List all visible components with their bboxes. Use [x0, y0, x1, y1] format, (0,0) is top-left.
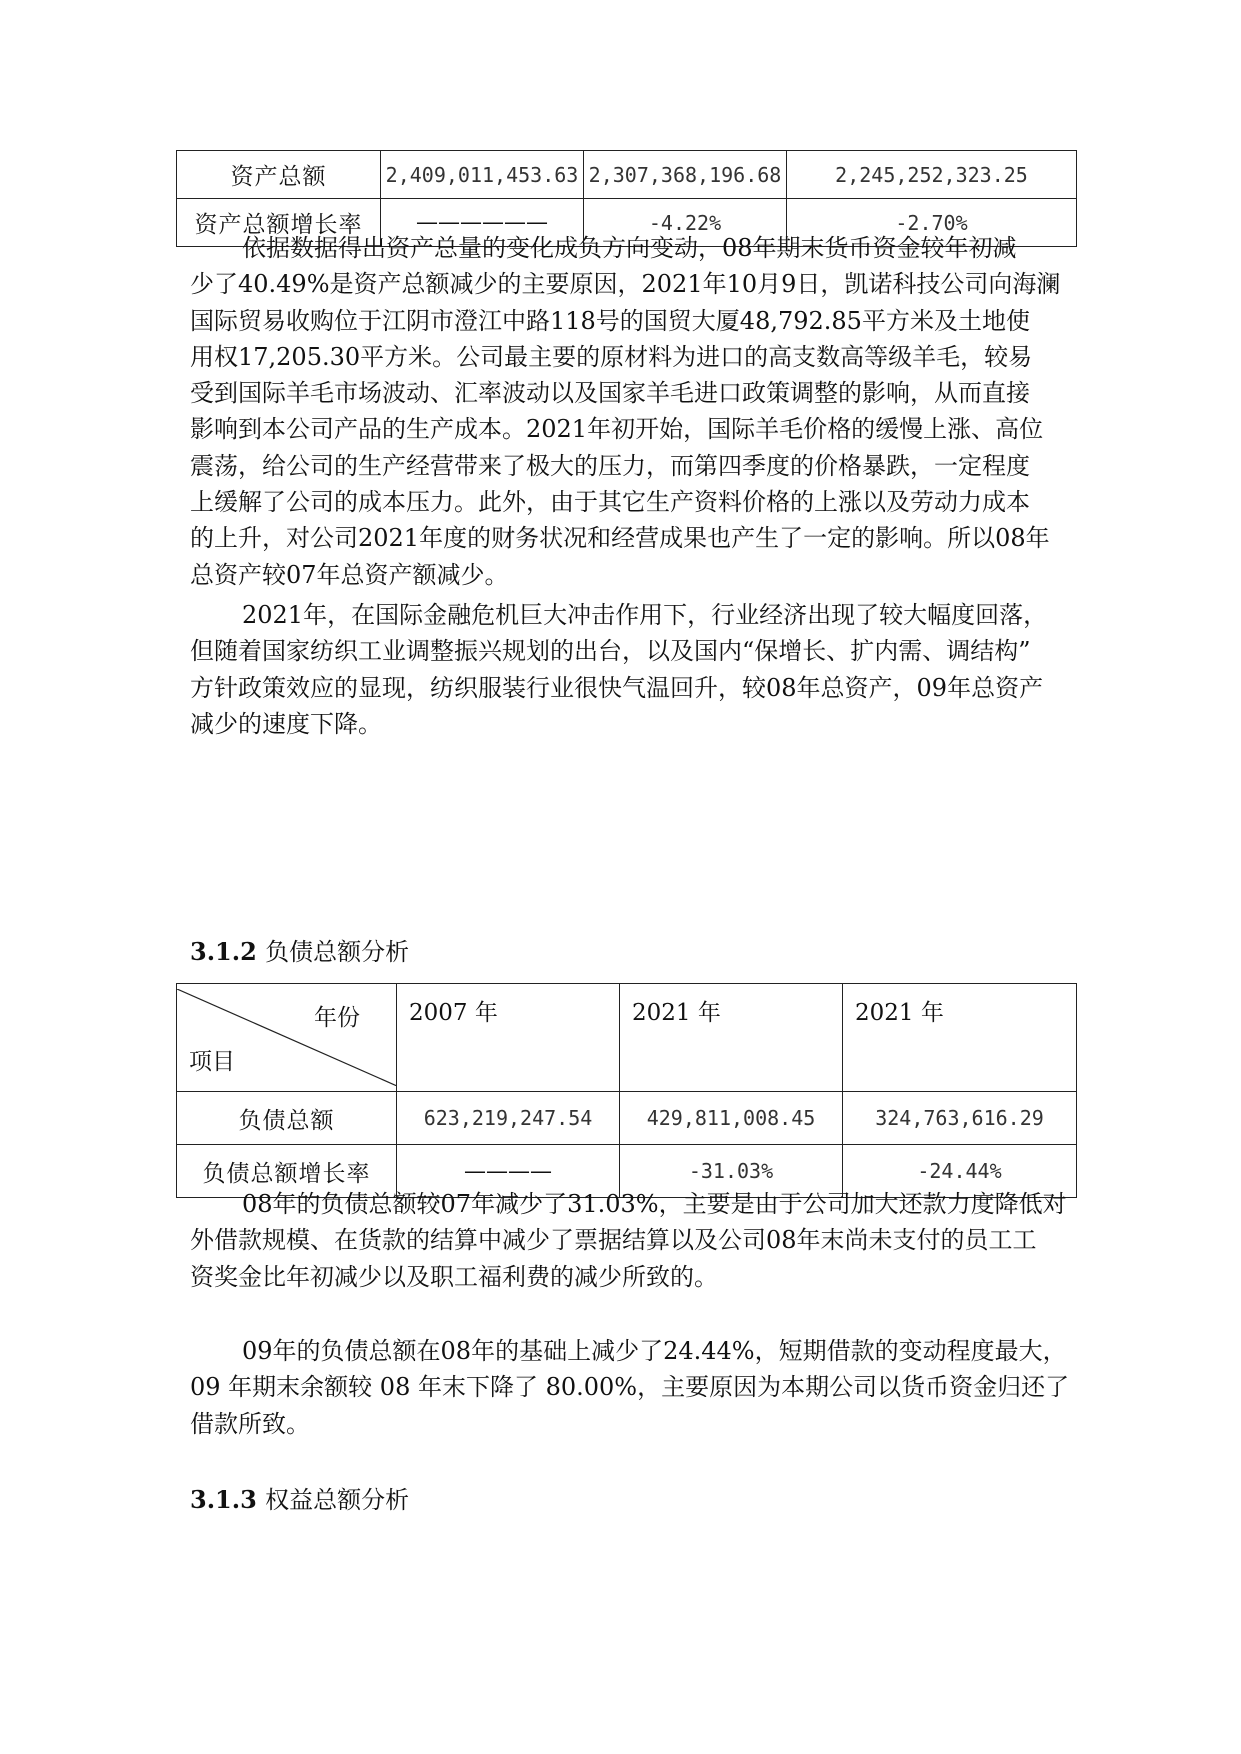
paragraph-liability-2009 [190, 1333, 1070, 1442]
header-year-2: 2021 年 [620, 984, 843, 1092]
liability-table [176, 983, 1077, 1198]
corner-label-year: 年份 [314, 1005, 360, 1031]
text-line: 少了40.49%是资产总额减少的主要原因，2021年10月9日，凯诺科技公司向海澜 [190, 270, 1061, 299]
total-liabilities-2021a: 429,811,008.45 [620, 1092, 843, 1145]
liability-growth-2021b: -24.44% [843, 1145, 1077, 1198]
row-label-liability-growth: 负债总额增长率 [177, 1145, 397, 1198]
row-label-asset-growth: 资产总额增长率 [177, 199, 381, 247]
asset-growth-2007: —————— [381, 199, 584, 247]
corner-label-item: 项目 [189, 1049, 235, 1075]
text-line: 资奖金比年初减少以及职工福利费的减少所致的。 [190, 1262, 718, 1291]
total-assets-2007: 2,409,011,453.63 [381, 151, 584, 199]
total-assets-2021b: 2,245,252,323.25 [787, 151, 1077, 199]
text-line: 总资产较07年总资产额减少。 [190, 560, 509, 589]
corner-cell [177, 984, 397, 1092]
section-number: 3.1.2 [190, 937, 257, 966]
section-heading-liabilities [190, 932, 409, 967]
row-label-total-assets: 资产总额 [177, 151, 381, 199]
text-line: 国际贸易收购位于江阴市澄江中路118号的国贸大厦48,792.85平方米及土地使 [190, 306, 1030, 335]
text-line: 依据数据得出资产总量的变化成负方向变动，08年期末货币资金较年初减 [242, 234, 1017, 262]
paragraph-asset-analysis [190, 230, 1061, 593]
text-line: 用权17,205.30平方米。公司最主要的原材料为进口的高支数高等级羊毛，较易 [190, 342, 1033, 371]
text-line: 外借款规模、在货款的结算中减少了票据结算以及公司08年末尚未支付的员工工 [190, 1226, 1037, 1255]
total-assets-2021a: 2,307,368,196.68 [584, 151, 787, 199]
text-line: 的上升，对公司2021年度的财务状况和经营成果也产生了一定的影响。所以08年 [190, 524, 1050, 553]
text-line: 2021年，在国际金融危机巨大冲击作用下，行业经济出现了较大幅度回落， [242, 601, 1048, 629]
table-row [177, 151, 1077, 199]
total-liabilities-2007: 623,219,247.54 [397, 1092, 620, 1145]
section-title: 负债总额分析 [265, 938, 410, 966]
paragraph-liability-2008 [190, 1186, 1067, 1295]
section-heading-equity [190, 1480, 409, 1515]
text-line: 08年的负债总额较07年减少了31.03%，主要是由于公司加大还款力度降低对 [242, 1190, 1067, 1218]
text-line: 借款所致。 [190, 1409, 310, 1438]
header-year-3: 2021 年 [843, 984, 1077, 1092]
asset-growth-2021a: -4.22% [584, 199, 787, 247]
text-line: 影响到本公司产品的生产成本。2021年初开始，国际羊毛价格的缓慢上涨、高位 [190, 415, 1044, 444]
text-line: 上缓解了公司的成本压力。此外，由于其它生产资料价格的上涨以及劳动力成本 [190, 488, 1030, 517]
table-header-row [177, 984, 1077, 1092]
section-number: 3.1.3 [190, 1485, 257, 1514]
section-title: 权益总额分析 [265, 1486, 410, 1514]
text-line: 受到国际羊毛市场波动、汇率波动以及国家羊毛进口政策调整的影响，从而直接 [190, 379, 1030, 408]
total-liabilities-2021b: 324,763,616.29 [843, 1092, 1077, 1145]
row-label-total-liabilities: 负债总额 [177, 1092, 397, 1145]
header-year-1: 2007 年 [397, 984, 620, 1092]
text-line: 09 年期末余额较 08 年末下降了 80.00%，主要原因为本期公司以货币资金归还了 [190, 1373, 1070, 1402]
liability-growth-2021a: -31.03% [620, 1145, 843, 1198]
text-line: 方针政策效应的显现，纺织服装行业很快气温回升，较08年总资产，09年总资产 [190, 673, 1044, 702]
liability-growth-2007: ———— [397, 1145, 620, 1198]
table-row [177, 1092, 1077, 1145]
text-line: 震荡，给公司的生产经营带来了极大的压力，而第四季度的价格暴跌，一定程度 [190, 451, 1030, 480]
text-line: 减少的速度下降。 [190, 709, 382, 738]
text-line: 但随着国家纺织工业调整振兴规划的出台，以及国内“保增长、扩内需、调结构” [190, 637, 1031, 666]
paragraph-industry-recovery [190, 597, 1056, 742]
asset-growth-2021b: -2.70% [787, 199, 1077, 247]
text-line: 09年的负债总额在08年的基础上减少了24.44%，短期借款的变动程度最大， [242, 1337, 1067, 1365]
